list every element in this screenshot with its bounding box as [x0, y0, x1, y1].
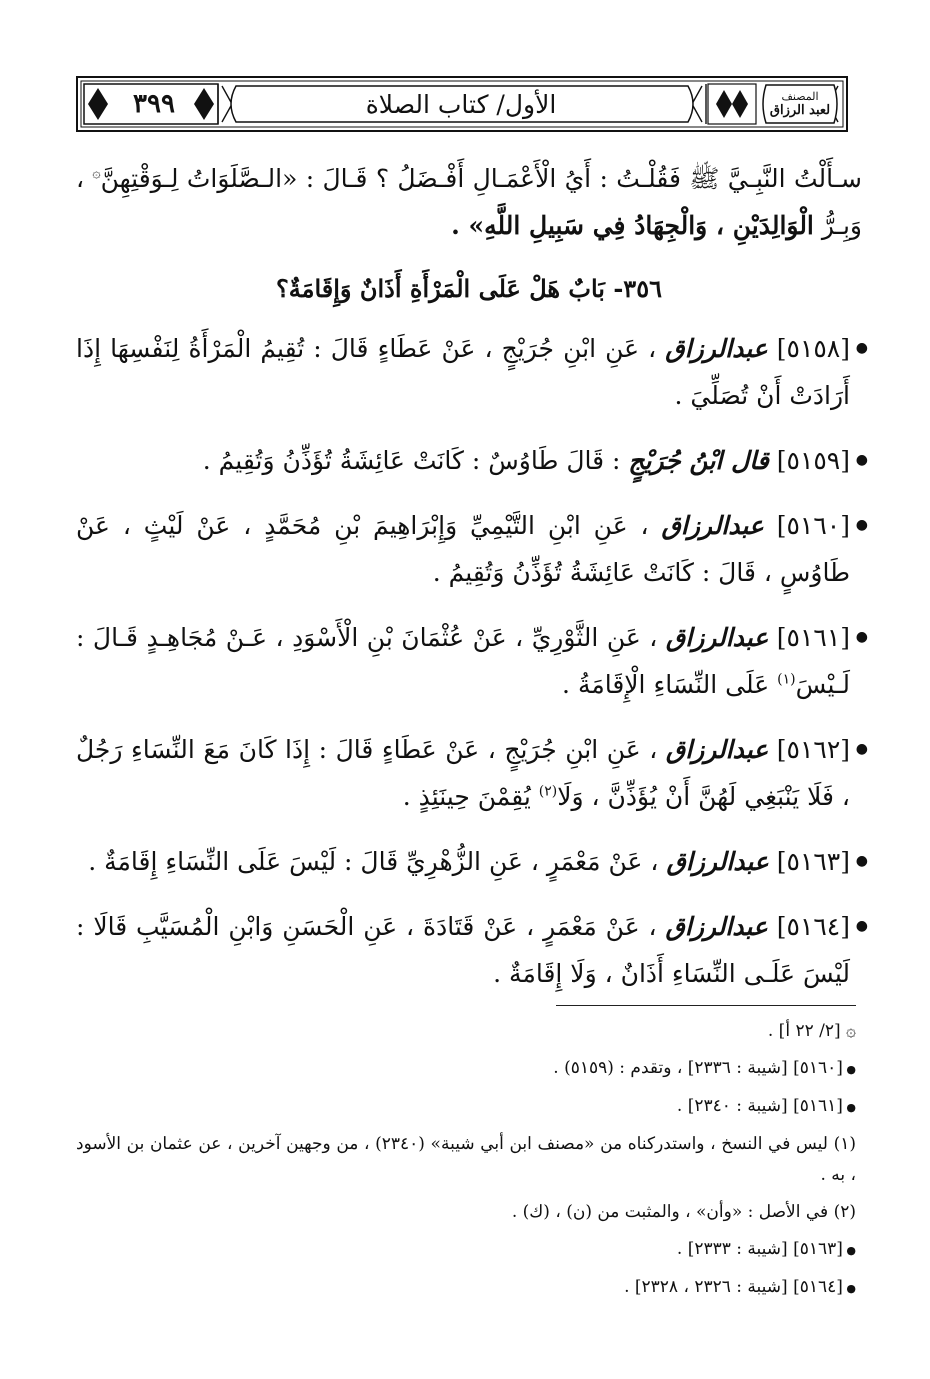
logo-line-1: المصنف — [781, 90, 819, 103]
narrator: عبدالرزاق — [665, 623, 769, 652]
narrator: عبدالرزاق — [666, 847, 769, 876]
footnote-ref: (٢) — [538, 783, 558, 800]
hadith-5160 — [76, 502, 868, 596]
hadith-number: [٥١٦٤] — [776, 912, 850, 941]
footnote-item — [76, 1234, 856, 1266]
folio-marker: ۞ — [92, 165, 101, 182]
footnote-separator — [556, 1005, 856, 1006]
intro-line-1: سـأَلْتُ النَّبِـيَّ ﷺ فَقُلْـتُ : أَيُ الْأَعْمَـالِ أَفْـضَلُ ؟ قَـالَ : «الـصَّلَوَاتُ لِـوَقْتِهِنَّ — [100, 164, 862, 193]
hadith-5158 — [76, 325, 868, 419]
footnote-folio: ۞ [٢/ ٢٢ أ] . — [767, 1021, 856, 1041]
bullet-icon: ● — [855, 918, 868, 934]
hadith-5159 — [76, 437, 868, 484]
intro-line-1-end: ، وَبِـرُّ — [76, 164, 862, 240]
hadith-text: ، عَنْ مَعْمَرٍ ، عَنْ قَتَادَةَ ، عَنِ الْحَسَنِ وَابْنِ الْمُسَيَّبِ قَالَا : لَيْسَ عَلَـى النِّسَاءِ أَذَانٌ ، وَلَا إِقَامَةٌ . — [76, 912, 850, 988]
hadith-number: [٥١٥٨] — [776, 334, 850, 363]
bullet-icon: ● — [855, 517, 868, 533]
hadith-text: : قَالَ طَاوُسٌ : كَانَتْ عَائِشَةُ تُؤَذِّنُ وَتُقِيمُ . — [202, 446, 621, 475]
footnote-item: (٢) في الأصل : «وأن» ، والمثبت من (ن) ، (ك) . — [511, 1202, 856, 1222]
hadith-text: ، عَنِ ابْنِ التَّيْمِيِّ وَإِبْرَاهِيمَ بْنِ مُحَمَّدٍ ، عَنْ لَيْثٍ ، عَنْ طَاوُسٍ ، قَالَ : كَانَتْ عَائِشَةُ تُؤَذِّنُ وَتُقِيمُ . — [76, 511, 850, 587]
hadith-number: [٥١٦٠] — [776, 511, 850, 540]
footnote-text: [٥١٦١] [شيبة : ٢٣٤٠] . — [676, 1096, 843, 1116]
hadith-number: [٥١٥٩] — [776, 446, 850, 475]
bullet-icon: ● — [855, 340, 868, 356]
hadith-text-after: عَلَى النِّسَاءِ الْإِقَامَةُ . — [562, 670, 770, 699]
intro-paragraph — [76, 155, 862, 249]
footnote-text: [٥١٦٠] [شيبة : ٢٣٣٦] ، وتقدم : (٥١٥٩) . — [553, 1058, 843, 1078]
bullet-icon: ● — [855, 452, 868, 468]
page-header — [76, 76, 848, 132]
footnote-text: [٥١٦٣] [شيبة : ٢٣٣٣] . — [676, 1239, 843, 1259]
hadith-text: ، عَنِ الثَّوْرِيِّ ، عَنْ عُثْمَانَ بْنِ الْأَسْوَدِ ، عَـنْ مُجَاهِـدٍ قَـالَ : لَـيْسَ — [76, 623, 850, 699]
narrator: عبدالرزاق — [665, 912, 768, 941]
hadith-5161 — [76, 614, 868, 708]
hadith-5164 — [76, 903, 868, 997]
footnote-item — [76, 1091, 856, 1123]
hadith-5162 — [76, 726, 868, 820]
bullet-icon: ● — [842, 1063, 856, 1076]
hadith-5163 — [76, 838, 868, 885]
narrator: عبدالرزاق — [665, 735, 769, 764]
footnote-ref: (١) — [777, 671, 796, 688]
hadith-text: ، عَنِ ابْنِ جُرَيْجٍ ، عَنْ عَطَاءٍ قَالَ : إِذَا كَانَ مَعَ النِّسَاءِ رَجُلٌ ، فَلَا يَنْبَغِي لَهُنَّ أَنْ يُؤَذِّنَّ ، وَلَا — [76, 735, 850, 811]
narrator: قال ابْنُ جُرَيْجٍ — [628, 446, 769, 475]
footnote-item: (١) ليس في النسخ ، واستدركناه من «مصنف ابن أبي شيبة» (٢٣٤٠) ، من وجهين آخرين ، عن عثمان بن الأسود ، به . — [76, 1134, 856, 1185]
hadith-number: [٥١٦١] — [776, 623, 851, 652]
footnote-item — [76, 1053, 856, 1085]
hadith-text: ، عَنْ مَعْمَرٍ ، عَنِ الزُّهْرِيِّ قَالَ : لَيْسَ عَلَى النِّسَاءِ إِقَامَةٌ . — [88, 847, 659, 876]
bullet-icon: ● — [842, 1101, 856, 1114]
bullet-icon: ● — [842, 1282, 856, 1295]
hadith-text-after: يُقِمْنَ حِينَئِذٍ . — [402, 782, 531, 811]
footnotes — [76, 1016, 856, 1310]
bullet-icon: ● — [855, 629, 868, 645]
bullet-icon: ● — [855, 741, 868, 757]
bullet-icon: ● — [855, 853, 868, 869]
main-text — [76, 155, 868, 1015]
intro-line-2: الْوَالِدَيْنِ ، وَالْجِهَادُ فِي سَبِيلِ اللَّهِ» . — [451, 211, 814, 240]
page-number: ٣٩٩ — [133, 89, 175, 119]
chapter-heading: ٣٥٦- بَابٌ هَلْ عَلَى الْمَرْأَةِ أَذَانٌ وَإِقَامَةٌ؟ — [276, 274, 662, 303]
running-title: الأول/ كتاب الصلاة — [365, 89, 557, 119]
bullet-icon: ● — [842, 1244, 856, 1257]
hadith-number: [٥١٦٣] — [776, 847, 850, 876]
hadith-text: ، عَنِ ابْنِ جُرَيْجٍ ، عَنْ عَطَاءٍ قَالَ : تُقِيمُ الْمَرْأَةُ لِنَفْسِهَا إِذَا أَرَادَتْ أَنْ تُصَلِّيَ . — [76, 334, 850, 410]
footnote-item — [76, 1272, 856, 1304]
hadith-number: [٥١٦٢] — [776, 735, 851, 764]
book-logo — [764, 82, 836, 126]
narrator: عبدالرزاق — [665, 334, 768, 363]
footnote-text: [٥١٦٤] [شيبة : ٢٣٢٦ ، ٢٣٢٨] . — [624, 1277, 843, 1297]
narrator: عبدالرزاق — [661, 511, 764, 540]
logo-line-2: لعبد الرزاق — [769, 103, 831, 118]
